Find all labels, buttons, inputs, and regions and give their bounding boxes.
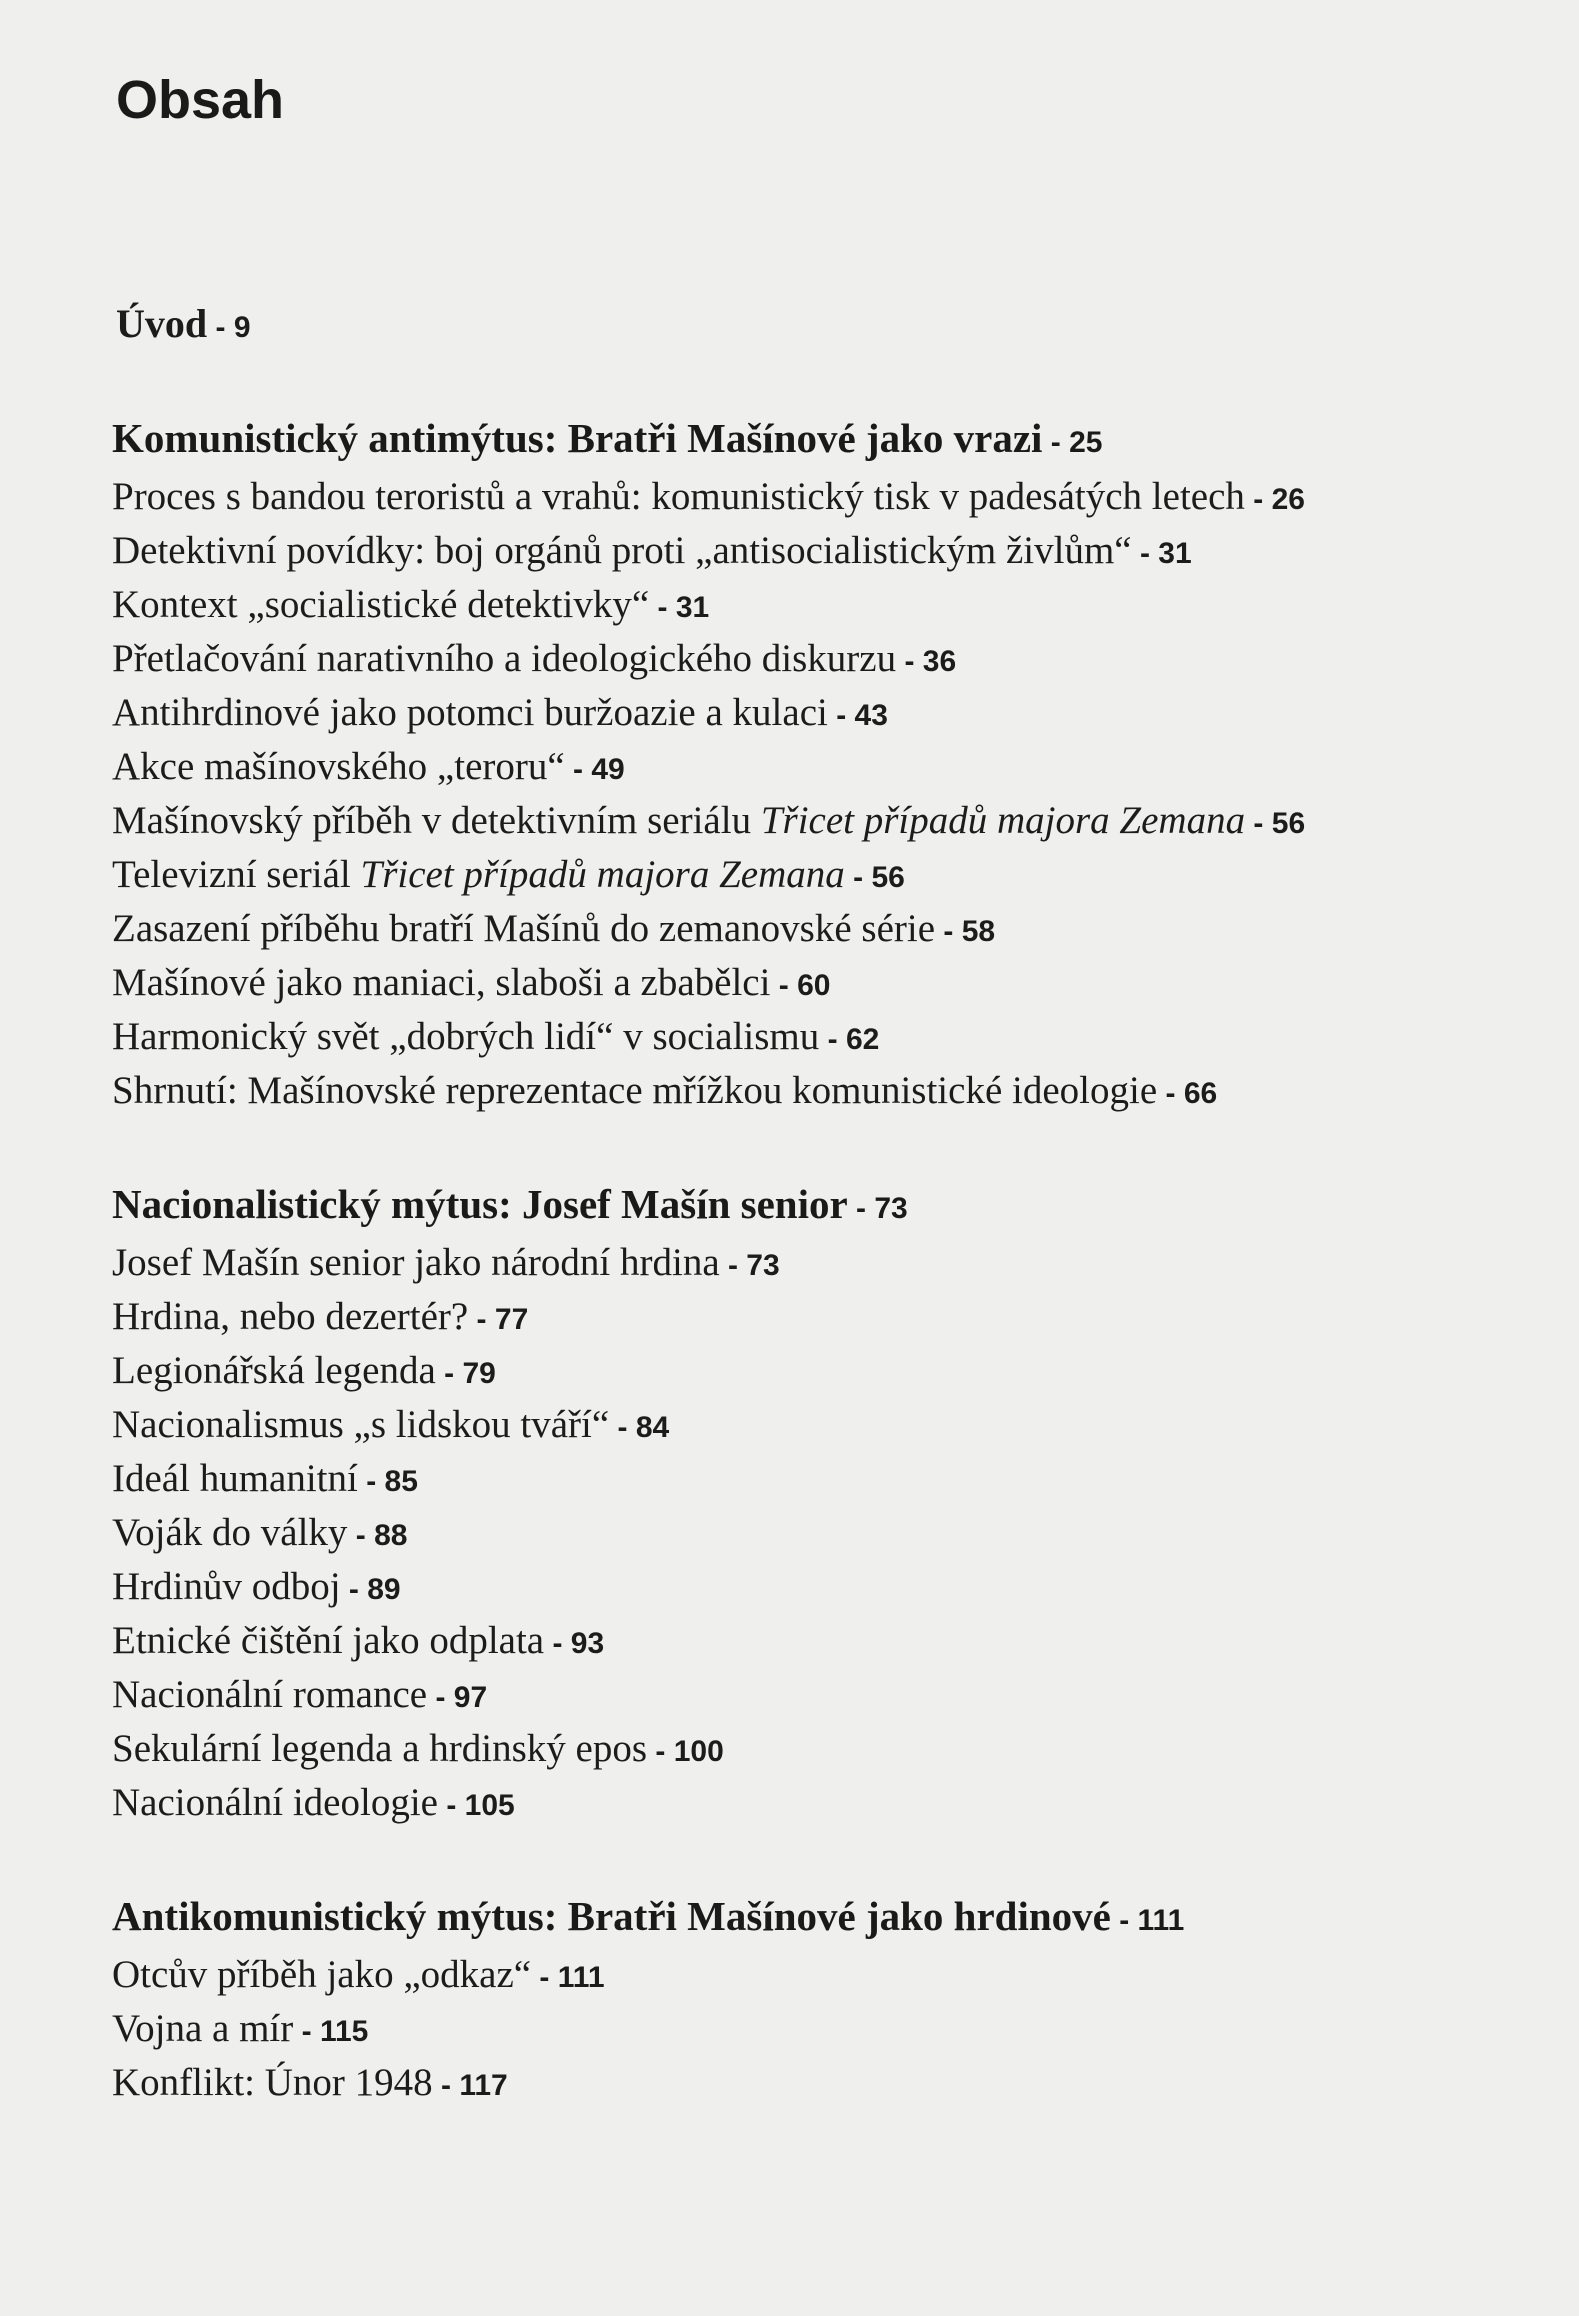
toc-separator: - (435, 1357, 463, 1390)
toc-entry-italic-title: Třicet případů majora Zemana (760, 799, 1246, 842)
toc-entry-title: Proces s bandou teroristů a vrahů: komunistický tisk v padesátých letech (112, 475, 1245, 518)
toc-section-title: Komunistický antimýtus: Bratři Mašínové jako vrazi (112, 415, 1043, 461)
toc-separator: - (468, 1303, 495, 1336)
toc-entry-title: Shrnutí: Mašínovské reprezentace mřížkou komunistické ideologie (112, 1069, 1158, 1112)
toc-section-page: 111 (1137, 1904, 1185, 1937)
toc-separator: - (649, 591, 676, 624)
toc-entry (112, 1290, 908, 1344)
toc-entry (112, 956, 1305, 1010)
toc-entry-page: 43 (854, 699, 888, 732)
toc-separator: - (647, 1735, 674, 1768)
toc-entry-title: Mašínové jako maniaci, slaboši a zbabělci (112, 961, 771, 1004)
toc-entry (112, 1064, 1305, 1118)
toc-entry (112, 902, 1305, 956)
toc-separator: - (935, 915, 962, 948)
toc-entry (112, 470, 1305, 524)
toc-entry (112, 524, 1305, 578)
toc-section-page: 73 (874, 1192, 908, 1225)
toc-entry-page: 79 (462, 1357, 496, 1390)
toc-entry-page: 62 (845, 1023, 880, 1056)
toc-entry-page: 58 (961, 915, 996, 948)
toc-separator: - (432, 2069, 460, 2102)
toc-section-title: Nacionalistický mýtus: Josef Mašín senior (112, 1181, 848, 1227)
toc-entry (112, 1614, 908, 1668)
toc-entry (112, 2056, 1184, 2110)
toc-entry-page: 105 (464, 1789, 515, 1822)
toc-entry (112, 1722, 908, 1776)
toc-entry-title: Přetlačování narativního a ideologického diskurzu (112, 637, 897, 680)
toc-entry-title: Vojna a mír (112, 2007, 294, 2050)
toc-entry (112, 1776, 908, 1830)
toc-separator: - (844, 861, 872, 894)
toc-entry-page: 66 (1183, 1077, 1218, 1110)
toc-section-page: 25 (1069, 426, 1103, 459)
toc-entry (112, 1506, 908, 1560)
toc-entry-title: Otcův příběh jako „odkaz“ (112, 1953, 532, 1996)
toc-separator: - (531, 1961, 558, 1994)
toc-entry-title: Televizní seriál (112, 853, 361, 896)
toc-separator: - (207, 311, 234, 344)
toc-separator: - (896, 645, 923, 678)
toc-entry-page: 31 (1158, 537, 1192, 570)
toc-section-1 (112, 406, 1305, 1118)
toc-separator: - (437, 1789, 465, 1822)
toc-entry-title: Nacionální romance (112, 1673, 428, 1716)
toc-entry (112, 2002, 1184, 2056)
toc-entry-title: Voják do války (112, 1511, 348, 1554)
toc-entry-page: 31 (675, 591, 710, 624)
toc-entry-title: Akce mašínovského „teroru“ (112, 745, 565, 788)
toc-separator: - (347, 1519, 375, 1552)
toc-separator: - (357, 1465, 385, 1498)
toc-separator: - (427, 1681, 454, 1714)
toc-entry-page: 36 (922, 645, 957, 678)
toc-entry-page: 26 (1271, 483, 1305, 516)
toc-entry-page: 77 (494, 1303, 529, 1336)
toc-separator: - (847, 1192, 875, 1225)
toc-entry-title: Etnické čištění jako odplata (112, 1619, 545, 1662)
toc-entry-title: Mašínovský příběh v detektivním seriálu (112, 799, 761, 842)
toc-entry (112, 1344, 908, 1398)
toc-entry (112, 848, 1305, 902)
toc-entry-page: 97 (453, 1681, 488, 1714)
toc-separator: - (1131, 537, 1159, 570)
toc-separator: - (609, 1411, 636, 1444)
toc-section-3 (112, 1884, 1184, 2110)
toc-entry-title: Kontext „socialistické detektivky“ (112, 583, 650, 626)
toc-entry-page: 88 (374, 1519, 408, 1552)
toc-entry-page: 73 (746, 1249, 780, 1282)
toc-entry-title: Harmonický svět „dobrých lidí“ v socialismu (112, 1015, 820, 1058)
toc-section-heading (112, 1884, 1184, 1948)
toc-entry-page: 84 (635, 1411, 670, 1444)
toc-entry-page: 115 (319, 2015, 369, 2048)
toc-separator: - (544, 1627, 571, 1660)
toc-entry-page: 56 (871, 861, 905, 894)
toc-entry (112, 1668, 908, 1722)
toc-entry-page: 60 (797, 969, 831, 1002)
toc-entry-title: Nacionalismus „s lidskou tváří“ (112, 1403, 610, 1446)
toc-entry-page: 85 (384, 1465, 418, 1498)
toc-entry-title: Hrdinův odboj (112, 1565, 341, 1608)
toc-separator: - (564, 753, 592, 786)
toc-separator: - (719, 1249, 747, 1282)
toc-separator: - (770, 969, 798, 1002)
toc-entry (112, 1398, 908, 1452)
toc-entry-page: 100 (673, 1735, 724, 1768)
toc-entry-page: 93 (570, 1627, 605, 1660)
toc-entry (112, 794, 1305, 848)
toc-entry-title: Josef Mašín senior jako národní hrdina (112, 1241, 720, 1284)
toc-entry-title: Legionářská legenda (112, 1349, 436, 1392)
toc-entry-page: 56 (1271, 807, 1306, 840)
toc-separator: - (1157, 1077, 1184, 1110)
toc-entry-title: Hrdina, nebo dezertér? (112, 1295, 469, 1338)
toc-entry (112, 632, 1305, 686)
toc-intro-page: 9 (233, 311, 251, 344)
toc-section-heading (112, 1172, 908, 1236)
toc-entry-title: Ideál humanitní (112, 1457, 358, 1500)
toc-section-title: Antikomunistický mýtus: Bratři Mašínové jako hrdinové (112, 1893, 1111, 1939)
toc-entry-title: Detektivní povídky: boj orgánů proti „antisocialistickým živlům“ (112, 529, 1132, 572)
toc-intro (116, 292, 251, 360)
toc-separator: - (1110, 1904, 1138, 1937)
toc-separator: - (293, 2015, 320, 2048)
toc-separator: - (1042, 426, 1070, 459)
toc-section-heading (112, 406, 1305, 470)
toc-entry (112, 1948, 1184, 2002)
toc-entry-page: 117 (459, 2069, 508, 2102)
toc-entry-title: Sekulární legenda a hrdinský epos (112, 1727, 648, 1770)
toc-separator: - (819, 1023, 846, 1056)
toc-separator: - (1245, 807, 1272, 840)
toc-entry-title: Zasazení příběhu bratří Mašínů do zemanovské série (112, 907, 936, 950)
toc-entry (112, 1452, 908, 1506)
toc-entry (112, 686, 1305, 740)
toc-separator: - (1244, 483, 1272, 516)
toc-section-2 (112, 1172, 908, 1830)
toc-entry-page: 89 (367, 1573, 401, 1606)
toc-entry (112, 1010, 1305, 1064)
toc-entry (112, 740, 1305, 794)
toc-entry-title: Nacionální ideologie (112, 1781, 438, 1824)
toc-entry (112, 1236, 908, 1290)
toc-separator: - (340, 1573, 368, 1606)
toc-entry-title: Konflikt: Únor 1948 (112, 2061, 433, 2104)
page-title: Obsah (116, 70, 285, 130)
toc-entry (112, 578, 1305, 632)
toc-entry-italic-title: Třicet případů majora Zemana (360, 853, 845, 896)
toc-entry (112, 1560, 908, 1614)
toc-entry-title: Antihrdinové jako potomci buržoazie a kulaci (112, 691, 828, 734)
toc-entry-page: 49 (591, 753, 625, 786)
toc-entry-page: 111 (557, 1961, 605, 1994)
toc-separator: - (827, 699, 855, 732)
toc-intro-title: Úvod (116, 301, 208, 346)
